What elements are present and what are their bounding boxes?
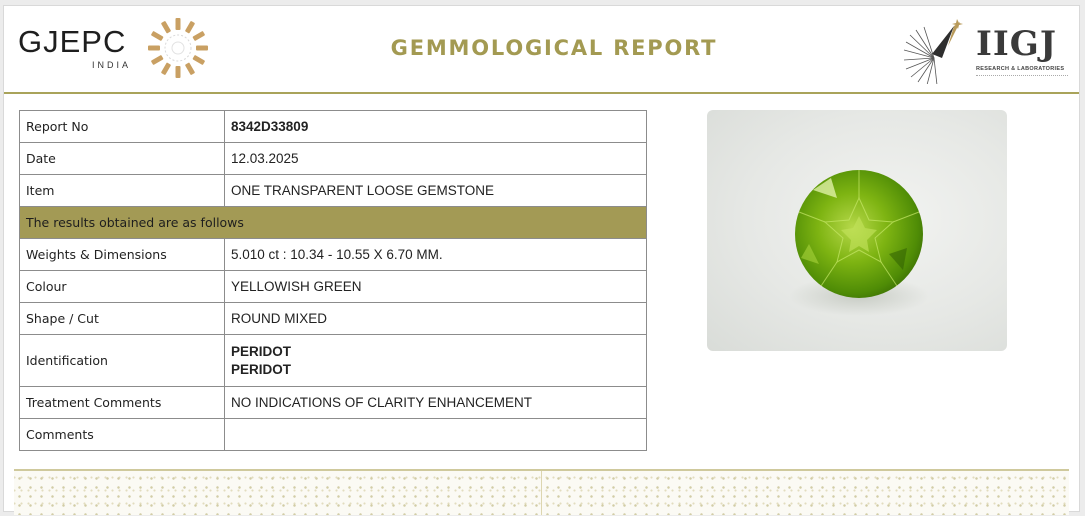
item-value: ONE TRANSPARENT LOOSE GEMSTONE xyxy=(225,175,647,207)
row-label: Identification xyxy=(20,335,225,387)
identification-value xyxy=(225,335,647,387)
row-label: Report No xyxy=(20,111,225,143)
table-row xyxy=(20,111,647,143)
report-header xyxy=(4,6,1079,92)
table-row xyxy=(20,175,647,207)
row-label: Comments xyxy=(20,419,225,451)
section-heading-row xyxy=(20,207,647,239)
gemstone-photo xyxy=(707,110,1007,351)
row-label: Treatment Comments xyxy=(20,387,225,419)
shape-cut-value: ROUND MIXED xyxy=(225,303,647,335)
row-label: Shape / Cut xyxy=(20,303,225,335)
report-table xyxy=(19,110,647,451)
gjepc-logo-text: GJEPC xyxy=(18,24,127,59)
decorative-footer xyxy=(14,469,1069,515)
treatment-comments-value: NO INDICATIONS OF CLARITY ENHANCEMENT xyxy=(225,387,647,419)
comments-value xyxy=(225,419,647,451)
colour-value: YELLOWISH GREEN xyxy=(225,271,647,303)
header-divider xyxy=(4,92,1079,94)
row-label: Weights & Dimensions xyxy=(20,239,225,271)
table-row xyxy=(20,387,647,419)
table-row xyxy=(20,303,647,335)
identification-line: PERIDOT xyxy=(231,343,292,359)
report-card xyxy=(3,5,1080,512)
iigj-logo-subtitle: RESEARCH & LABORATORIES xyxy=(976,66,1065,72)
row-label: Colour xyxy=(20,271,225,303)
iigj-logo-text: IIGJ xyxy=(976,24,1057,64)
table-row xyxy=(20,239,647,271)
page-title: GEMMOLOGICAL REPORT xyxy=(390,36,718,60)
identification-line: PERIDOT xyxy=(231,361,292,377)
row-label: Item xyxy=(20,175,225,207)
date-value: 12.03.2025 xyxy=(225,143,647,175)
peridot-gem-image xyxy=(707,110,1007,351)
iigj-logo-underline xyxy=(976,75,1068,78)
table-row xyxy=(20,419,647,451)
report-number-value: 8342D33809 xyxy=(225,111,647,143)
iigj-logo xyxy=(902,14,1072,86)
gjepc-logo-subtitle: INDIA xyxy=(92,60,132,70)
weights-value: 5.010 ct : 10.34 - 10.55 X 6.70 MM. xyxy=(225,239,647,271)
table-row xyxy=(20,335,647,387)
table-row xyxy=(20,143,647,175)
section-heading: The results obtained are as follows xyxy=(20,207,647,239)
footer-divider xyxy=(541,471,542,515)
table-row xyxy=(20,271,647,303)
diamond-burst-logo-icon xyxy=(902,14,972,84)
row-label: Date xyxy=(20,143,225,175)
